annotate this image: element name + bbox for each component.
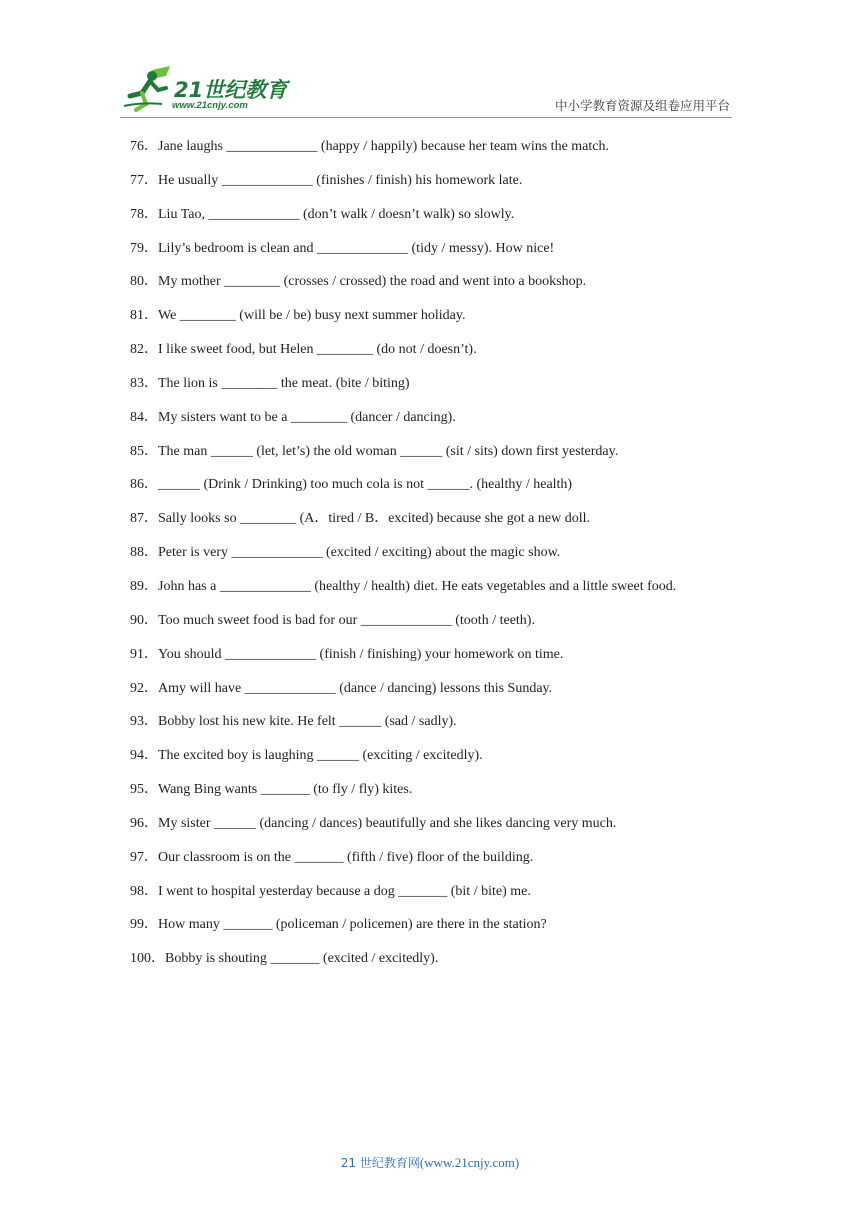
question-item — [130, 679, 750, 713]
question-text: Wang Bing wants _______ (to fly / fly) kites. — [158, 782, 413, 798]
question-number: 88． — [130, 545, 158, 561]
logo-text: 21世纪教育 — [174, 78, 288, 102]
question-text: John has a _____________ (healthy / health) diet. He eats vegetables and a little sweet food. — [158, 578, 677, 594]
page-footer — [0, 1154, 860, 1171]
question-item — [130, 611, 750, 645]
question-item — [130, 949, 750, 983]
question-number: 86． — [130, 477, 158, 493]
logo — [122, 66, 292, 116]
question-item — [130, 915, 750, 949]
question-number: 87． — [130, 511, 158, 527]
question-text: I went to hospital yesterday because a dog _______ (bit / bite) me. — [158, 883, 531, 899]
question-text: Jane laughs _____________ (happy / happily) because her team wins the match. — [158, 139, 609, 154]
page-header — [0, 0, 860, 120]
question-number: 76． — [130, 139, 158, 154]
question-number: 95． — [130, 782, 158, 798]
question-text: My mother ________ (crosses / crossed) the road and went into a bookshop. — [158, 274, 587, 290]
question-text: Our classroom is on the _______ (fifth / five) floor of the building. — [158, 849, 534, 865]
question-text: Amy will have _____________ (dance / dancing) lessons this Sunday. — [158, 680, 553, 696]
question-number: 79． — [130, 240, 158, 256]
question-item — [130, 239, 750, 273]
question-text: The lion is ________ the meat. (bite / biting) — [158, 375, 410, 391]
question-item — [130, 442, 750, 476]
question-item — [130, 340, 750, 374]
question-number: 92． — [130, 680, 158, 696]
question-text: Peter is very _____________ (excited / exciting) about the magic show. — [158, 545, 561, 561]
question-text: The excited boy is laughing ______ (exciting / excitedly). — [158, 748, 483, 764]
question-number: 99． — [130, 917, 158, 933]
footer-site-name: 21 世纪教育网 — [340, 1156, 420, 1170]
question-number: 94． — [130, 748, 158, 764]
question-list — [130, 137, 750, 983]
question-item — [130, 577, 750, 611]
logo-url: www.21cnjy.com — [172, 100, 248, 111]
question-item — [130, 814, 750, 848]
question-text: Liu Tao, _____________ (don’t walk / doesn’t walk) so slowly. — [158, 206, 515, 222]
question-text: Lily’s bedroom is clean and _____________ (tidy / messy). How nice! — [158, 240, 555, 256]
question-item — [130, 475, 750, 509]
question-number: 96． — [130, 815, 158, 831]
question-item — [130, 171, 750, 205]
question-item — [130, 780, 750, 814]
question-number: 82． — [130, 342, 158, 358]
question-item — [130, 408, 750, 442]
question-item — [130, 374, 750, 408]
question-text: He usually _____________ (finishes / finish) his homework late. — [158, 172, 523, 188]
question-number: 85． — [130, 443, 158, 459]
footer-site-url: (www.21cnjy.com) — [419, 1155, 520, 1170]
question-number: 91． — [130, 646, 158, 662]
question-item — [130, 712, 750, 746]
question-text: How many _______ (policeman / policemen) are there in the station? — [158, 917, 547, 933]
question-number: 78． — [130, 206, 158, 222]
question-text: I like sweet food, but Helen ________ (do not / doesn’t). — [158, 342, 477, 358]
header-divider — [120, 117, 732, 118]
question-number: 83． — [130, 375, 158, 391]
question-text: ______ (Drink / Drinking) too much cola is not ______. (healthy / health) — [158, 477, 573, 493]
question-number: 80． — [130, 274, 158, 290]
question-number: 97． — [130, 849, 158, 865]
question-item — [130, 137, 750, 171]
question-number: 81． — [130, 308, 158, 324]
question-item — [130, 306, 750, 340]
question-text: Sally looks so ________ (A．tired / B．excited) because she got a new doll. — [158, 511, 590, 527]
question-text: My sister ______ (dancing / dances) beautifully and she likes dancing very much. — [158, 815, 617, 831]
question-number: 98． — [130, 883, 158, 899]
question-number: 93． — [130, 714, 158, 730]
question-text: Bobby is shouting _______ (excited / excitedly). — [165, 951, 439, 967]
question-item — [130, 205, 750, 239]
question-number: 100． — [130, 951, 165, 967]
question-number: 89． — [130, 578, 158, 594]
question-item — [130, 645, 750, 679]
question-item — [130, 543, 750, 577]
question-number: 84． — [130, 409, 158, 425]
question-number: 77． — [130, 172, 158, 188]
question-text: You should _____________ (finish / finishing) your homework on time. — [158, 646, 564, 662]
question-item — [130, 746, 750, 780]
runner-logo-icon — [122, 66, 174, 112]
question-text: Too much sweet food is bad for our _____________ (tooth / teeth). — [158, 612, 535, 628]
question-text: My sisters want to be a ________ (dancer / dancing). — [158, 409, 456, 425]
header-tagline: 中小学教育资源及组卷应用平台 — [554, 98, 730, 113]
question-number: 90． — [130, 612, 158, 628]
question-item — [130, 848, 750, 882]
question-item — [130, 882, 750, 916]
question-text: Bobby lost his new kite. He felt ______ (sad / sadly). — [158, 714, 457, 730]
question-text: The man ______ (let, let’s) the old woman ______ (sit / sits) down first yesterday. — [158, 443, 619, 459]
question-item — [130, 272, 750, 306]
question-text: We ________ (will be / be) busy next summer holiday. — [158, 308, 466, 324]
question-item — [130, 509, 750, 543]
